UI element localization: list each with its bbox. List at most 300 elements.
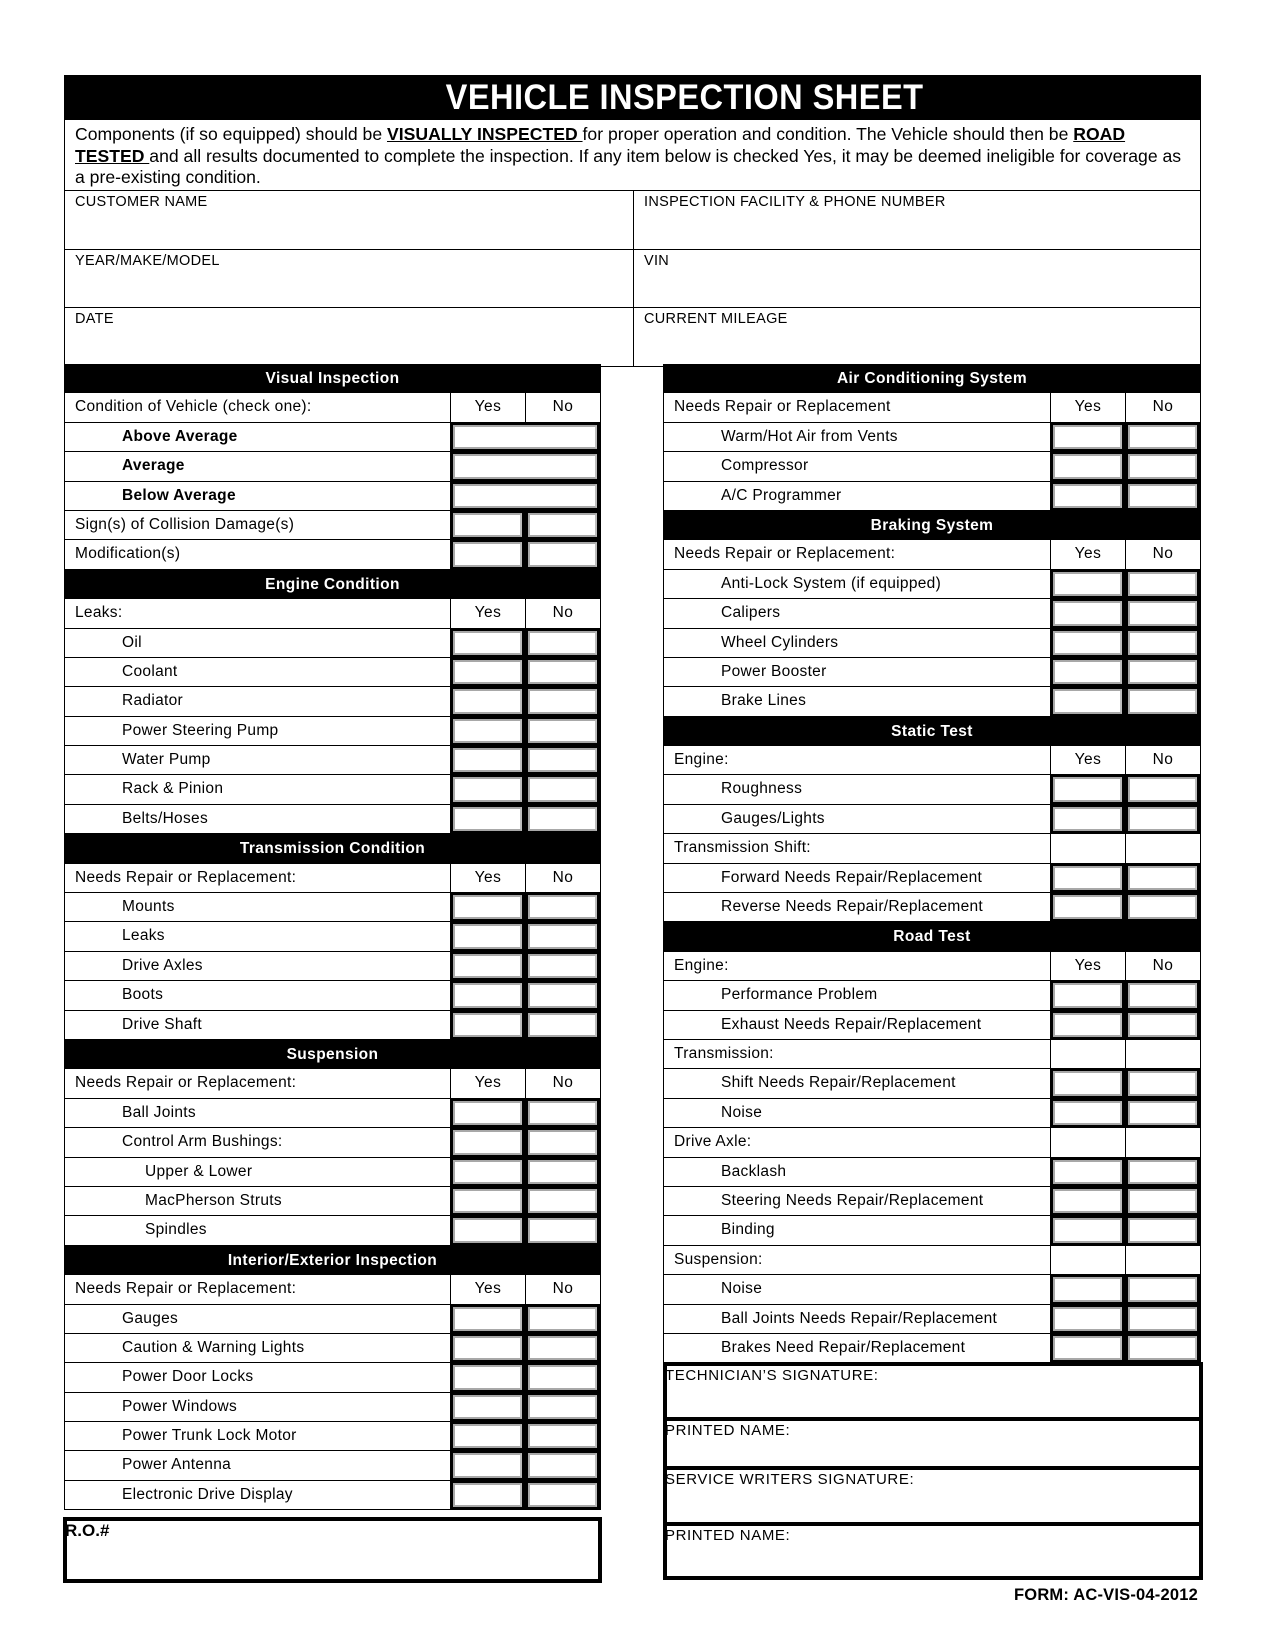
yes-cell — [450, 511, 525, 539]
yes-checkbox-brakes-need-repair-replacement[interactable] — [1050, 1333, 1125, 1363]
field-label: CURRENT MILEAGE — [644, 311, 788, 327]
yes-cell — [450, 893, 525, 921]
section-header-interior-exterior-inspection: Interior/Exterior Inspection — [65, 1246, 600, 1275]
yes-column-header: Yes — [1050, 393, 1125, 421]
choice-cell — [450, 423, 600, 451]
subheader-label: Needs Repair or Replacement: — [674, 545, 896, 563]
yes-checkbox-sign-s-of-collision-damage-s[interactable] — [450, 510, 525, 540]
yes-checkbox-anti-lock-system-if-equipped[interactable] — [1050, 569, 1125, 599]
checklist-row — [65, 717, 600, 746]
no-checkbox-shift-needs-repair-replacement[interactable] — [1125, 1068, 1200, 1098]
no-checkbox-control-arm-bushings[interactable] — [525, 1127, 600, 1157]
no-cell — [525, 658, 600, 686]
yes-cell — [450, 922, 525, 950]
yes-checkbox-roughness[interactable] — [1050, 774, 1125, 804]
checklist-row — [664, 981, 1200, 1010]
yes-checkbox-reverse-needs-repair-replacement[interactable] — [1050, 892, 1125, 922]
checkbox-inner — [528, 1189, 597, 1213]
checklist-row — [65, 1422, 600, 1451]
no-checkbox-belts-hoses[interactable] — [525, 804, 600, 834]
no-checkbox-power-door-locks[interactable] — [525, 1362, 600, 1392]
no-checkbox-gauges-lights[interactable] — [1125, 804, 1200, 834]
yes-checkbox-gauges-lights[interactable] — [1050, 804, 1125, 834]
field-label: PRINTED NAME: — [665, 1527, 791, 1544]
item-label: Caution & Warning Lights — [122, 1338, 305, 1356]
right-inspection-column — [663, 364, 1201, 1363]
yes-checkbox-drive-axles[interactable] — [450, 951, 525, 981]
item-label: Gauges/Lights — [721, 809, 825, 827]
no-checkbox-caution-warning-lights[interactable] — [525, 1333, 600, 1363]
yes-checkbox-modification-s[interactable] — [450, 539, 525, 569]
checkbox-inner — [1053, 777, 1122, 801]
item-label: Coolant — [122, 662, 178, 680]
section-subheader — [664, 952, 1200, 981]
yes-cell — [1050, 1216, 1125, 1244]
current-mileage-field[interactable] — [634, 308, 1200, 367]
checklist-row — [65, 952, 600, 981]
technician-printed-name-field[interactable] — [667, 1421, 1199, 1470]
field-label: DATE — [75, 311, 114, 327]
checkbox-inner — [453, 1130, 522, 1154]
checklist-row — [65, 1451, 600, 1480]
no-cell — [525, 952, 600, 980]
no-column-header: No — [1125, 746, 1200, 774]
no-checkbox-noise[interactable] — [1125, 1098, 1200, 1128]
checkbox-inner — [1053, 1160, 1122, 1184]
yes-checkbox-noise[interactable] — [1050, 1274, 1125, 1304]
checklist-row — [664, 1216, 1200, 1245]
no-cell — [525, 511, 600, 539]
no-cell — [1125, 629, 1200, 657]
yes-cell — [450, 540, 525, 568]
checkbox-inner — [1128, 660, 1197, 684]
yes-cell — [450, 1187, 525, 1215]
item-label: Gauges — [122, 1309, 179, 1327]
no-checkbox-power-windows[interactable] — [525, 1392, 600, 1422]
no-column-header: No — [525, 1069, 600, 1097]
yes-checkbox-calipers[interactable] — [1050, 598, 1125, 628]
yes-checkbox-backlash[interactable] — [1050, 1157, 1125, 1187]
yes-checkbox-boots[interactable] — [450, 980, 525, 1010]
yes-checkbox-warm-hot-air-from-vents[interactable] — [1050, 422, 1125, 452]
no-checkbox-performance-problem[interactable] — [1125, 980, 1200, 1010]
field-label: SERVICE WRITERS SIGNATURE: — [665, 1471, 915, 1488]
no-checkbox-wheel-cylinders[interactable] — [1125, 628, 1200, 658]
no-cell — [1125, 1275, 1200, 1303]
yes-checkbox-performance-problem[interactable] — [1050, 980, 1125, 1010]
checkbox-inner — [453, 1307, 522, 1331]
no-cell — [1125, 805, 1200, 833]
item-label: Electronic Drive Display — [122, 1485, 293, 1503]
item-label: Compressor — [721, 457, 809, 475]
condition-checkbox-below-average[interactable] — [450, 481, 600, 511]
no-checkbox-compressor[interactable] — [1125, 451, 1200, 481]
yes-checkbox-power-steering-pump[interactable] — [450, 716, 525, 746]
no-cell — [1125, 1216, 1200, 1244]
checkbox-inner — [528, 954, 597, 978]
choice-cell — [450, 482, 600, 510]
section-subheader — [65, 599, 600, 628]
no-checkbox-ball-joints-needs-repair-replacement[interactable] — [1125, 1304, 1200, 1334]
yes-cell — [450, 1451, 525, 1479]
checkbox-inner — [1128, 895, 1197, 919]
field-label: VIN — [644, 252, 670, 269]
no-cell — [525, 1305, 600, 1333]
item-label: Sign(s) of Collision Damage(s) — [75, 515, 295, 533]
yes-checkbox-rack-pinion[interactable] — [450, 774, 525, 804]
yes-cell — [450, 1481, 525, 1509]
yes-checkbox-power-antenna[interactable] — [450, 1450, 525, 1480]
condition-checkbox-average[interactable] — [450, 451, 600, 481]
yes-column-header: Yes — [450, 864, 525, 892]
no-checkbox-power-trunk-lock-motor[interactable] — [525, 1421, 600, 1451]
yes-checkbox-a-c-programmer[interactable] — [1050, 481, 1125, 511]
yes-cell — [1050, 864, 1125, 892]
checkbox-inner — [528, 1453, 597, 1477]
customer-name-field[interactable] — [65, 191, 634, 250]
subheader-label: Engine: — [674, 956, 729, 974]
yes-checkbox-spindles[interactable] — [450, 1215, 525, 1245]
no-checkbox-power-antenna[interactable] — [525, 1450, 600, 1480]
item-label: A/C Programmer — [721, 486, 842, 504]
item-label: Reverse Needs Repair/Replacement — [721, 898, 984, 916]
section-header-visual-inspection: Visual Inspection — [65, 364, 600, 393]
section-header-air-conditioning-system: Air Conditioning System — [664, 364, 1200, 393]
no-checkbox-anti-lock-system-if-equipped[interactable] — [1125, 569, 1200, 599]
checkbox-inner — [453, 689, 522, 713]
yes-cell — [450, 687, 525, 715]
yes-checkbox-caution-warning-lights[interactable] — [450, 1333, 525, 1363]
checkbox-inner — [528, 1130, 597, 1154]
item-label: Brakes Need Repair/Replacement — [721, 1338, 966, 1356]
checkbox-inner — [453, 1483, 522, 1507]
left-inspection-column — [64, 364, 601, 1510]
checkbox-inner — [453, 1336, 522, 1360]
no-checkbox-roughness[interactable] — [1125, 774, 1200, 804]
yes-cell — [1050, 775, 1125, 803]
no-cell — [525, 687, 600, 715]
checkbox-inner — [1053, 631, 1122, 655]
item-label: Shift Needs Repair/Replacement — [721, 1074, 956, 1092]
section-subheader — [664, 746, 1200, 775]
checkbox-inner — [453, 1218, 522, 1242]
item-label: Ball Joints Needs Repair/Replacement — [721, 1309, 998, 1327]
no-cell — [525, 893, 600, 921]
form-header-frame — [64, 75, 1201, 367]
signature-block — [663, 1362, 1203, 1580]
checkbox-inner — [1053, 601, 1122, 625]
item-label: Average — [122, 457, 185, 475]
no-cell — [525, 717, 600, 745]
yes-cell — [1050, 1187, 1125, 1215]
no-cell — [1125, 423, 1200, 451]
no-cell — [1125, 1187, 1200, 1215]
no-column-header: No — [525, 1275, 600, 1303]
item-label: Binding — [721, 1221, 775, 1239]
yes-checkbox-noise[interactable] — [1050, 1098, 1125, 1128]
no-checkbox-noise[interactable] — [1125, 1274, 1200, 1304]
yes-checkbox-power-windows[interactable] — [450, 1392, 525, 1422]
checklist-row — [664, 1305, 1200, 1334]
yes-cell — [450, 717, 525, 745]
no-checkbox-boots[interactable] — [525, 980, 600, 1010]
no-cell — [525, 1334, 600, 1362]
yes-cell — [1050, 1011, 1125, 1039]
checkbox-inner — [528, 983, 597, 1007]
item-label: Power Windows — [122, 1397, 238, 1415]
no-checkbox-reverse-needs-repair-replacement[interactable] — [1125, 892, 1200, 922]
no-cell — [525, 1158, 600, 1186]
no-cell — [1125, 1069, 1200, 1097]
checklist-row — [65, 1128, 600, 1157]
yes-checkbox-belts-hoses[interactable] — [450, 804, 525, 834]
no-cell — [525, 1128, 600, 1156]
checkbox-inner — [1053, 1218, 1122, 1242]
no-checkbox-sign-s-of-collision-damage-s[interactable] — [525, 510, 600, 540]
no-checkbox-ball-joints[interactable] — [525, 1098, 600, 1128]
yes-checkbox-macpherson-struts[interactable] — [450, 1186, 525, 1216]
checkbox-inner — [453, 719, 522, 743]
no-checkbox-power-steering-pump[interactable] — [525, 716, 600, 746]
year-make-model-field[interactable] — [65, 250, 634, 309]
item-label: Power Steering Pump — [122, 721, 279, 739]
checkbox-inner — [1053, 425, 1122, 449]
yes-checkbox-power-trunk-lock-motor[interactable] — [450, 1421, 525, 1451]
no-checkbox-leaks[interactable] — [525, 921, 600, 951]
no-checkbox-upper-lower[interactable] — [525, 1157, 600, 1187]
checklist-row — [65, 1481, 600, 1510]
yes-checkbox-drive-shaft[interactable] — [450, 1010, 525, 1040]
checkbox-inner — [528, 924, 597, 948]
subheader-label: Needs Repair or Replacement: — [75, 1280, 297, 1298]
no-checkbox-steering-needs-repair-replacement[interactable] — [1125, 1186, 1200, 1216]
yes-checkbox-power-booster[interactable] — [1050, 657, 1125, 687]
checkbox-inner — [1128, 1218, 1197, 1242]
checkbox-inner — [528, 777, 597, 801]
yes-cell — [450, 629, 525, 657]
no-checkbox-calipers[interactable] — [1125, 598, 1200, 628]
checklist-row — [65, 775, 600, 804]
no-checkbox-exhaust-needs-repair-replacement[interactable] — [1125, 1010, 1200, 1040]
checklist-row — [664, 423, 1200, 452]
inspection-facility-field[interactable] — [634, 191, 1200, 250]
checklist-row — [664, 1040, 1200, 1069]
checklist-row — [664, 599, 1200, 628]
checkbox-inner — [1128, 1189, 1197, 1213]
no-column-header: No — [525, 393, 600, 421]
empty-cell — [1050, 1128, 1125, 1156]
yes-checkbox-oil[interactable] — [450, 628, 525, 658]
item-label: Suspension: — [674, 1250, 763, 1268]
checkbox-inner — [1128, 866, 1197, 890]
section-subheader — [664, 393, 1200, 422]
empty-cell — [1050, 1246, 1125, 1274]
no-checkbox-spindles[interactable] — [525, 1215, 600, 1245]
no-checkbox-electronic-drive-display[interactable] — [525, 1480, 600, 1510]
yes-cell — [1050, 658, 1125, 686]
no-checkbox-macpherson-struts[interactable] — [525, 1186, 600, 1216]
no-checkbox-warm-hot-air-from-vents[interactable] — [1125, 422, 1200, 452]
yes-checkbox-compressor[interactable] — [1050, 451, 1125, 481]
no-cell — [525, 922, 600, 950]
no-checkbox-gauges[interactable] — [525, 1304, 600, 1334]
item-label: Leaks — [122, 927, 165, 945]
item-label: Brake Lines — [721, 692, 807, 710]
no-column-header: No — [1125, 393, 1200, 421]
checklist-row — [664, 570, 1200, 599]
checklist-row — [664, 893, 1200, 922]
no-cell — [1125, 1305, 1200, 1333]
no-checkbox-a-c-programmer[interactable] — [1125, 481, 1200, 511]
no-checkbox-power-booster[interactable] — [1125, 657, 1200, 687]
no-checkbox-forward-needs-repair-replacement[interactable] — [1125, 863, 1200, 893]
yes-cell — [450, 1216, 525, 1244]
no-checkbox-water-pump[interactable] — [525, 745, 600, 775]
checkbox-inner — [528, 1336, 597, 1360]
no-checkbox-brake-lines[interactable] — [1125, 686, 1200, 716]
yes-checkbox-coolant[interactable] — [450, 657, 525, 687]
yes-checkbox-shift-needs-repair-replacement[interactable] — [1050, 1068, 1125, 1098]
no-checkbox-drive-shaft[interactable] — [525, 1010, 600, 1040]
no-cell — [525, 1216, 600, 1244]
checkbox-inner — [528, 1424, 597, 1448]
empty-cell — [1050, 1040, 1125, 1068]
section-subheader — [65, 1275, 600, 1304]
checklist-row — [65, 687, 600, 716]
checklist-row — [65, 1216, 600, 1245]
yes-checkbox-binding[interactable] — [1050, 1215, 1125, 1245]
section-subheader — [65, 393, 600, 422]
item-label: Spindles — [145, 1221, 207, 1239]
yes-cell — [450, 1011, 525, 1039]
no-checkbox-rack-pinion[interactable] — [525, 774, 600, 804]
checkbox-inner — [1053, 1336, 1122, 1360]
yes-cell — [1050, 1069, 1125, 1097]
no-checkbox-mounts[interactable] — [525, 892, 600, 922]
no-cell — [1125, 1334, 1200, 1362]
yes-checkbox-exhaust-needs-repair-replacement[interactable] — [1050, 1010, 1125, 1040]
checklist-row — [65, 1187, 600, 1216]
checkbox-inner — [453, 807, 522, 831]
checkbox-inner — [528, 748, 597, 772]
no-checkbox-coolant[interactable] — [525, 657, 600, 687]
yes-checkbox-control-arm-bushings[interactable] — [450, 1127, 525, 1157]
item-label: Wheel Cylinders — [721, 633, 839, 651]
no-checkbox-drive-axles[interactable] — [525, 951, 600, 981]
vin-field[interactable] — [634, 250, 1200, 309]
checkbox-inner — [528, 660, 597, 684]
checklist-row — [664, 482, 1200, 511]
checkbox-inner — [1053, 660, 1122, 684]
checkbox-inner — [528, 1483, 597, 1507]
item-label: Modification(s) — [75, 545, 181, 563]
no-checkbox-modification-s[interactable] — [525, 539, 600, 569]
field-label: INSPECTION FACILITY & PHONE NUMBER — [644, 194, 946, 210]
empty-cell — [1050, 834, 1125, 862]
no-cell — [1125, 482, 1200, 510]
item-label: Ball Joints — [122, 1103, 196, 1121]
date-field[interactable] — [65, 308, 634, 367]
checklist-row — [65, 629, 600, 658]
no-checkbox-oil[interactable] — [525, 628, 600, 658]
yes-checkbox-ball-joints[interactable] — [450, 1098, 525, 1128]
instructions-part-1: Components (if so equipped) should be — [75, 124, 387, 144]
checkbox-inner — [1128, 689, 1197, 713]
yes-checkbox-gauges[interactable] — [450, 1304, 525, 1334]
condition-checkbox-above-average[interactable] — [450, 422, 600, 452]
checkbox-inner — [1128, 983, 1197, 1007]
no-checkbox-binding[interactable] — [1125, 1215, 1200, 1245]
yes-cell — [1050, 570, 1125, 598]
form-id: FORM: AC-VIS-04-2012 — [1014, 1586, 1199, 1604]
yes-checkbox-power-door-locks[interactable] — [450, 1362, 525, 1392]
no-cell — [525, 1011, 600, 1039]
no-checkbox-backlash[interactable] — [1125, 1157, 1200, 1187]
no-cell — [525, 746, 600, 774]
item-label: Drive Shaft — [122, 1015, 202, 1033]
no-checkbox-brakes-need-repair-replacement[interactable] — [1125, 1333, 1200, 1363]
no-checkbox-radiator[interactable] — [525, 686, 600, 716]
checkbox-inner — [453, 1160, 522, 1184]
item-label: Boots — [122, 986, 164, 1004]
checkbox-inner — [1053, 1307, 1122, 1331]
yes-cell — [450, 981, 525, 1009]
page-title: VEHICLE INSPECTION SHEET — [105, 76, 1161, 120]
yes-checkbox-radiator[interactable] — [450, 686, 525, 716]
checkbox-inner — [528, 631, 597, 655]
checkbox-inner — [1053, 1071, 1122, 1095]
no-cell — [1125, 687, 1200, 715]
service-writer-signature-field[interactable] — [667, 1470, 1199, 1526]
yes-checkbox-leaks[interactable] — [450, 921, 525, 951]
checkbox-inner — [528, 1013, 597, 1037]
no-cell — [1125, 452, 1200, 480]
instructions-text — [65, 120, 1200, 191]
checkbox-inner — [1128, 631, 1197, 655]
checkbox-inner — [453, 1365, 522, 1389]
checkbox-inner — [1053, 983, 1122, 1007]
yes-cell — [450, 746, 525, 774]
checklist-row — [65, 540, 600, 569]
instructions-emphasis-road-tested: ROAD TESTED — [75, 124, 1126, 166]
no-cell — [525, 1393, 600, 1421]
checkbox-inner — [453, 1189, 522, 1213]
checklist-row — [65, 1363, 600, 1392]
ro-number-field[interactable] — [63, 1517, 602, 1583]
yes-cell — [1050, 1158, 1125, 1186]
yes-checkbox-steering-needs-repair-replacement[interactable] — [1050, 1186, 1125, 1216]
yes-checkbox-electronic-drive-display[interactable] — [450, 1480, 525, 1510]
checklist-row — [65, 805, 600, 834]
yes-cell — [450, 1305, 525, 1333]
yes-checkbox-water-pump[interactable] — [450, 745, 525, 775]
yes-checkbox-mounts[interactable] — [450, 892, 525, 922]
yes-checkbox-forward-needs-repair-replacement[interactable] — [1050, 863, 1125, 893]
item-label: Drive Axle: — [674, 1133, 752, 1151]
no-column-header: No — [525, 599, 600, 627]
field-label: TECHNICIAN’S SIGNATURE: — [665, 1367, 879, 1384]
yes-checkbox-ball-joints-needs-repair-replacement[interactable] — [1050, 1304, 1125, 1334]
item-label: Anti-Lock System (if equipped) — [721, 574, 942, 592]
yes-checkbox-brake-lines[interactable] — [1050, 686, 1125, 716]
checklist-row — [65, 423, 600, 452]
service-writer-printed-name-field[interactable] — [667, 1526, 1199, 1576]
section-header-suspension: Suspension — [65, 1040, 600, 1069]
checklist-row — [664, 864, 1200, 893]
yes-checkbox-upper-lower[interactable] — [450, 1157, 525, 1187]
yes-checkbox-wheel-cylinders[interactable] — [1050, 628, 1125, 658]
technician-signature-field[interactable] — [667, 1366, 1199, 1421]
